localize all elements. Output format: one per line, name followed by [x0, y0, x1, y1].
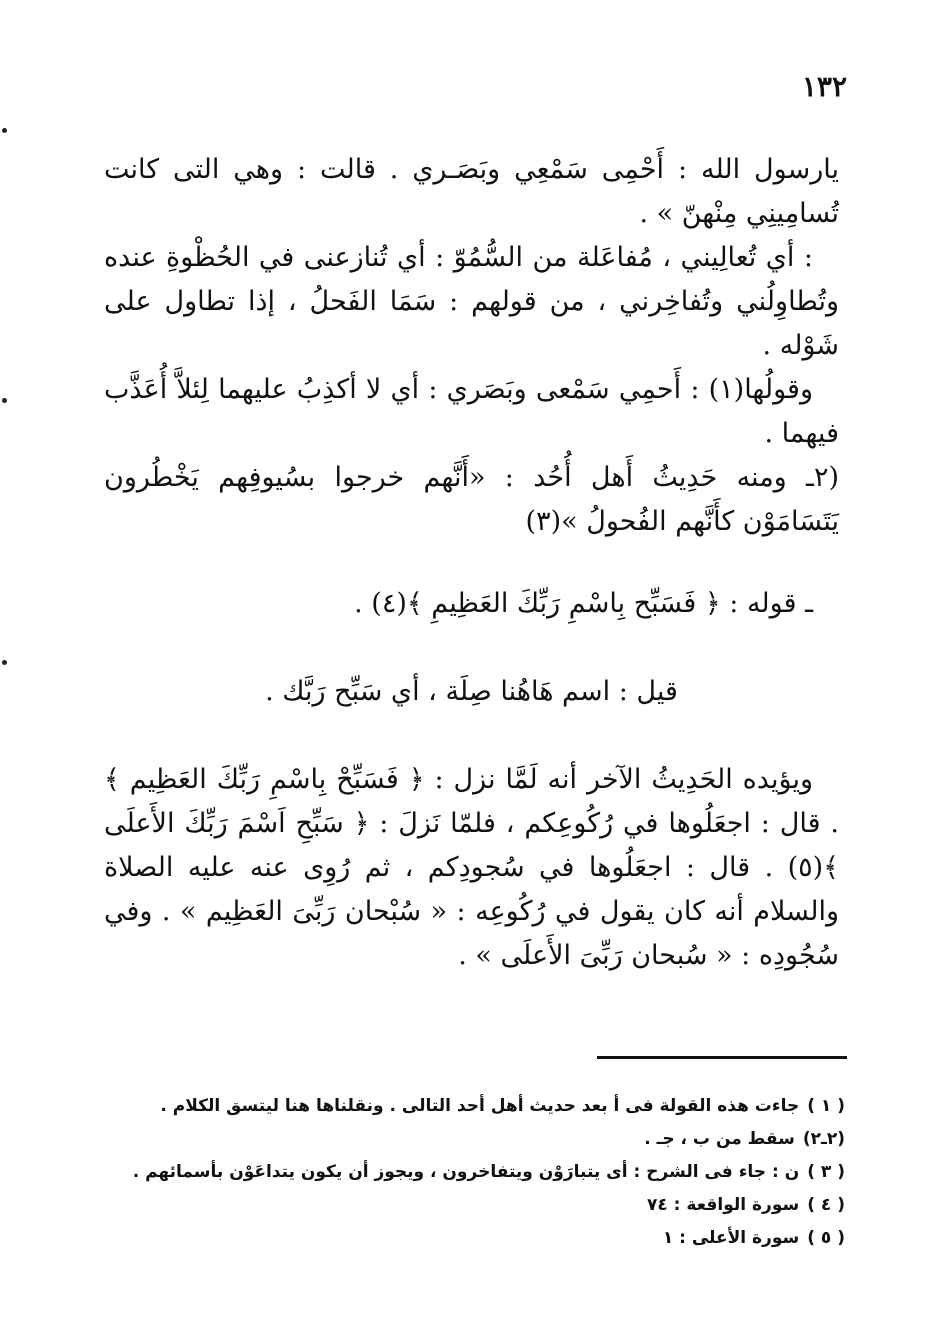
margin-mark — [2, 398, 7, 403]
main-text — [104, 148, 839, 978]
footnote-mark: ( ٤ ) — [807, 1195, 845, 1215]
footnote-text: سورة الواقعة : ٧٤ — [646, 1195, 800, 1215]
footnote — [100, 1090, 845, 1123]
footnote-mark: ( ٥ ) — [807, 1228, 845, 1248]
paragraph: (٢ـ ومنه حَدِيثُ أَهل أُحُد : «أَنَّهم خرجوا بسُيوفِهم يَخْطُرون يَتَسَامَوْن كأَنَّهم الفُحولُ »(٣) — [104, 462, 839, 537]
paragraph: قيل : اسم هَاهُنا صِلَة ، أي سَبِّح رَبَّك . — [265, 676, 678, 707]
footnote — [100, 1222, 845, 1255]
footnote-mark: ( ١ ) — [807, 1096, 845, 1116]
footnote-text: جاءت هذه القولة فى أ بعد حديث أهل أحد التالى . ونقلناها هنا ليتسق الكلام . — [160, 1096, 800, 1116]
paragraph: وقولُها(١) : أَحمِي سَمْعى وبَصَري : أي لا أكذِبُ عليهما لِئلاَّ أُعَذَّب فيهما . — [104, 374, 839, 449]
footnote-text: سقط من ب ، جـ . — [644, 1129, 795, 1149]
footnote-mark: (٢ـ٢) — [802, 1129, 845, 1149]
paragraph: ويؤيده الحَدِيثُ الآخر أنه لَمَّا نزل : ﴿ فَسَبِّحْ بِاسْمِ رَبِّكَ العَظِيم ﴾ . قال : اجعَلُوها في رُكُوعِكم ، فلمّا نَزلَ : ﴿ سَبِّحِ اَسْمَ رَبِّكَ الأَعلَى ﴾(٥) . قال : اجعَلُوها في سُجودِكم ، ثم رُوِى عنه عليه الصلاة والسلام أنه كان يقول في رُكُوعِه : « سُبْحان رَبِّىَ العَظِيم » . وفي سُجُودِه : « سُبحان رَبِّىَ الأَعلَى » . — [104, 764, 839, 971]
paragraph: : أي تُعالِيني ، مُفاعَلة من السُّمُوّ : أي تُنازعنى في الحُظْوةِ عنده وتُطاوِلُني وتُفاخِرني ، من قولهم : سَمَا الفَحلُ ، إذا تطاول على شَوْله . — [104, 242, 839, 361]
paragraph: يارسول الله : أَحْمِى سَمْعِي وبَصَـري . قالت : وهي التى كانت تُسامِينِي مِنْهنّ » . — [104, 154, 839, 229]
footnotes — [100, 1090, 845, 1255]
footnote — [100, 1156, 845, 1189]
footnote-text: سورة الأعلى : ١ — [662, 1228, 800, 1248]
page-number: ١٣٢ — [801, 70, 847, 103]
footnote — [100, 1189, 845, 1222]
footnote-separator — [597, 1056, 847, 1059]
footnote-text: ن : جاء فى الشرح : أى يتبارَوْن ويتفاخرون ، ويجوز أن يكون يتداعَوْن بأسمائهم . — [132, 1162, 800, 1182]
margin-mark — [2, 660, 7, 665]
footnote-mark: ( ٣ ) — [807, 1162, 845, 1182]
footnote — [100, 1123, 845, 1156]
margin-mark — [2, 128, 7, 133]
paragraph: ـ قوله : ﴿ فَسَبِّح بِاسْمِ رَبِّكَ العَظِيمِ ﴾(٤) . — [354, 588, 813, 619]
